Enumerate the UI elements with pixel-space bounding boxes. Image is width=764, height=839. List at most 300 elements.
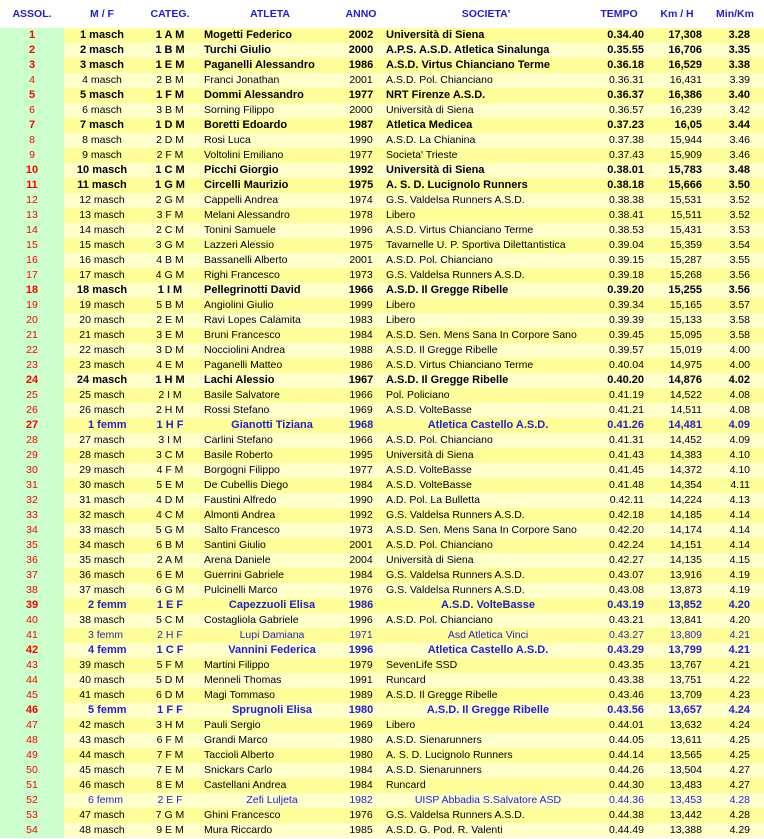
cell-club: G.S. Valdelsa Runners A.S.D.: [382, 268, 590, 283]
cell-year: 1996: [340, 223, 382, 238]
cell-time: 0.41.26: [590, 418, 648, 433]
cell-time: 0.41.19: [590, 388, 648, 403]
cell-club: A.S.D. VolteBasse: [382, 403, 590, 418]
cell-time: 0.38.38: [590, 193, 648, 208]
cell-gender-rank: 3 masch: [64, 58, 140, 73]
cell-year: 1999: [340, 298, 382, 313]
cell-club: A.S.D. Pol. Chianciano: [382, 613, 590, 628]
table-row: [0, 658, 764, 673]
cell-athlete: Faustini Alfredo: [200, 493, 340, 508]
table-row: [0, 328, 764, 343]
cell-year: 1991: [340, 673, 382, 688]
cell-pace: 4.15: [706, 553, 764, 568]
cell-gender-rank: 16 masch: [64, 253, 140, 268]
cell-category: 7 F M: [140, 748, 200, 763]
cell-category: 5 C M: [140, 613, 200, 628]
cell-year: 1967: [340, 373, 382, 388]
cell-category: 3 E M: [140, 328, 200, 343]
cell-category: 3 C M: [140, 448, 200, 463]
table-row: [0, 388, 764, 403]
cell-club: A.S.D. Sienarunners: [382, 763, 590, 778]
cell-position: 20: [0, 313, 64, 328]
cell-speed: 16,386: [648, 88, 706, 103]
table-row: [0, 703, 764, 718]
cell-athlete: Melani Alessandro: [200, 208, 340, 223]
cell-year: 2000: [340, 43, 382, 58]
cell-pace: 3.58: [706, 328, 764, 343]
cell-speed: 14,224: [648, 493, 706, 508]
cell-gender-rank: 18 masch: [64, 283, 140, 298]
cell-club: Runcard: [382, 778, 590, 793]
cell-club: A.S.D. La Chianina: [382, 133, 590, 148]
cell-club: Università di Siena: [382, 28, 590, 43]
table-row: [0, 58, 764, 73]
cell-pace: 4.14: [706, 508, 764, 523]
table-row: [0, 343, 764, 358]
cell-category: 1 E F: [140, 598, 200, 613]
cell-category: 5 E M: [140, 478, 200, 493]
cell-speed: 15,165: [648, 298, 706, 313]
cell-pace: 4.10: [706, 463, 764, 478]
cell-gender-rank: 29 masch: [64, 463, 140, 478]
cell-speed: 15,019: [648, 343, 706, 358]
cell-club: Atletica Castello A.S.D.: [382, 643, 590, 658]
cell-athlete: Mura Riccardo: [200, 823, 340, 838]
cell-time: 0.37.43: [590, 148, 648, 163]
cell-athlete: Lachi Alessio: [200, 373, 340, 388]
table-row: [0, 778, 764, 793]
cell-year: 1990: [340, 133, 382, 148]
cell-category: 3 D M: [140, 343, 200, 358]
cell-speed: 13,483: [648, 778, 706, 793]
cell-club: A.S.D. Sen. Mens Sana In Corpore Sano: [382, 523, 590, 538]
cell-category: 4 E M: [140, 358, 200, 373]
cell-athlete: Ravi Lopes Calamita: [200, 313, 340, 328]
cell-time: 0.43.38: [590, 673, 648, 688]
table-row: [0, 193, 764, 208]
cell-speed: 16,529: [648, 58, 706, 73]
cell-athlete: Magi Tommaso: [200, 688, 340, 703]
table-row: [0, 73, 764, 88]
cell-pace: 4.28: [706, 808, 764, 823]
cell-gender-rank: 37 masch: [64, 583, 140, 598]
cell-pace: 4.27: [706, 763, 764, 778]
cell-time: 0.43.46: [590, 688, 648, 703]
cell-position: 30: [0, 463, 64, 478]
cell-speed: 14,481: [648, 418, 706, 433]
cell-pace: 4.24: [706, 718, 764, 733]
cell-time: 0.39.45: [590, 328, 648, 343]
cell-year: 1990: [340, 493, 382, 508]
cell-athlete: Bassanelli Alberto: [200, 253, 340, 268]
cell-category: 4 F M: [140, 463, 200, 478]
cell-gender-rank: 23 masch: [64, 358, 140, 373]
cell-athlete: Mogetti Federico: [200, 28, 340, 43]
cell-athlete: Franci Jonathan: [200, 73, 340, 88]
cell-pace: 3.56: [706, 268, 764, 283]
table-row: [0, 793, 764, 808]
table-row: [0, 448, 764, 463]
cell-club: G.S. Valdelsa Runners A.S.D.: [382, 193, 590, 208]
cell-position: 29: [0, 448, 64, 463]
cell-pace: 4.08: [706, 403, 764, 418]
cell-club: Asd Atletica Vinci: [382, 628, 590, 643]
cell-speed: 13,799: [648, 643, 706, 658]
cell-athlete: Circelli Maurizio: [200, 178, 340, 193]
table-row: [0, 748, 764, 763]
cell-athlete: Almonti Andrea: [200, 508, 340, 523]
cell-gender-rank: 33 masch: [64, 523, 140, 538]
cell-speed: 16,05: [648, 118, 706, 133]
table-row: [0, 688, 764, 703]
cell-pace: 4.25: [706, 748, 764, 763]
cell-athlete: Paganelli Alessandro: [200, 58, 340, 73]
cell-pace: 4.27: [706, 778, 764, 793]
cell-pace: 3.52: [706, 193, 764, 208]
cell-athlete: Snickars Carlo: [200, 763, 340, 778]
cell-time: 0.36.57: [590, 103, 648, 118]
table-row: [0, 283, 764, 298]
cell-club: UISP Abbadia S.Salvatore ASD: [382, 793, 590, 808]
cell-athlete: Boretti Edoardo: [200, 118, 340, 133]
cell-athlete: Castellani Andrea: [200, 778, 340, 793]
cell-athlete: Vannini Federica: [200, 643, 340, 658]
cell-speed: 13,657: [648, 703, 706, 718]
cell-gender-rank: 38 masch: [64, 613, 140, 628]
cell-position: 24: [0, 373, 64, 388]
cell-club: A.S.D. Sen. Mens Sana In Corpore Sano: [382, 328, 590, 343]
cell-year: 1986: [340, 598, 382, 613]
cell-gender-rank: 11 masch: [64, 178, 140, 193]
cell-category: 7 G M: [140, 808, 200, 823]
cell-position: 8: [0, 133, 64, 148]
cell-athlete: Bruni Francesco: [200, 328, 340, 343]
cell-year: 1966: [340, 433, 382, 448]
cell-time: 0.39.18: [590, 268, 648, 283]
cell-gender-rank: 4 masch: [64, 73, 140, 88]
cell-athlete: Picchi Giorgio: [200, 163, 340, 178]
cell-gender-rank: 35 masch: [64, 553, 140, 568]
cell-year: 2001: [340, 73, 382, 88]
cell-athlete: Salto Francesco: [200, 523, 340, 538]
cell-club: Università di Siena: [382, 448, 590, 463]
cell-pace: 4.09: [706, 418, 764, 433]
cell-speed: 14,975: [648, 358, 706, 373]
cell-athlete: Sprugnoli Elisa: [200, 703, 340, 718]
cell-position: 49: [0, 748, 64, 763]
cell-club: A.S.D. Pol. Chianciano: [382, 73, 590, 88]
cell-category: 4 B M: [140, 253, 200, 268]
cell-time: 0.42.24: [590, 538, 648, 553]
cell-year: 1988: [340, 343, 382, 358]
cell-category: 1 F M: [140, 88, 200, 103]
cell-pace: 4.10: [706, 448, 764, 463]
cell-time: 0.43.35: [590, 658, 648, 673]
cell-year: 1980: [340, 733, 382, 748]
cell-gender-rank: 8 masch: [64, 133, 140, 148]
cell-gender-rank: 21 masch: [64, 328, 140, 343]
cell-category: 4 D M: [140, 493, 200, 508]
cell-category: 8 E M: [140, 778, 200, 793]
cell-position: 23: [0, 358, 64, 373]
cell-position: 53: [0, 808, 64, 823]
cell-year: 1969: [340, 718, 382, 733]
cell-time: 0.34.40: [590, 28, 648, 43]
cell-speed: 14,174: [648, 523, 706, 538]
cell-speed: 16,706: [648, 43, 706, 58]
cell-athlete: Menneli Thomas: [200, 673, 340, 688]
cell-position: 21: [0, 328, 64, 343]
cell-category: 2 I M: [140, 388, 200, 403]
cell-position: 10: [0, 163, 64, 178]
cell-pace: 4.28: [706, 793, 764, 808]
cell-time: 0.38.41: [590, 208, 648, 223]
cell-position: 37: [0, 568, 64, 583]
cell-gender-rank: 28 masch: [64, 448, 140, 463]
cell-pace: 4.19: [706, 583, 764, 598]
table-row: [0, 673, 764, 688]
cell-athlete: Rossi Stefano: [200, 403, 340, 418]
cell-athlete: Santini Giulio: [200, 538, 340, 553]
cell-category: 3 G M: [140, 238, 200, 253]
cell-year: 2000: [340, 103, 382, 118]
table-row: [0, 28, 764, 43]
cell-time: 0.40.04: [590, 358, 648, 373]
cell-category: 1 I M: [140, 283, 200, 298]
cell-speed: 13,442: [648, 808, 706, 823]
cell-speed: 15,783: [648, 163, 706, 178]
cell-category: 1 A M: [140, 28, 200, 43]
table-row: [0, 628, 764, 643]
cell-club: A.S.D. Virtus Chianciano Terme: [382, 223, 590, 238]
cell-time: 0.39.15: [590, 253, 648, 268]
cell-athlete: Gianotti Tiziana: [200, 418, 340, 433]
cell-pace: 4.14: [706, 538, 764, 553]
cell-club: Libero: [382, 208, 590, 223]
cell-time: 0.36.31: [590, 73, 648, 88]
cell-gender-rank: 45 masch: [64, 763, 140, 778]
table-row: [0, 433, 764, 448]
cell-club: A.S.D. Il Gregge Ribelle: [382, 703, 590, 718]
cell-year: 1976: [340, 808, 382, 823]
cell-pace: 3.40: [706, 88, 764, 103]
cell-athlete: Turchi Giulio: [200, 43, 340, 58]
cell-gender-rank: 17 masch: [64, 268, 140, 283]
cell-time: 0.38.01: [590, 163, 648, 178]
cell-category: 2 B M: [140, 73, 200, 88]
cell-club: A.S.D. Virtus Chianciano Terme: [382, 358, 590, 373]
cell-gender-rank: 5 femm: [64, 703, 140, 718]
cell-speed: 15,268: [648, 268, 706, 283]
cell-club: A.S.D. Il Gregge Ribelle: [382, 283, 590, 298]
cell-club: A.S.D. Pol. Chianciano: [382, 433, 590, 448]
cell-category: 2 E F: [140, 793, 200, 808]
cell-gender-rank: 34 masch: [64, 538, 140, 553]
cell-pace: 4.25: [706, 733, 764, 748]
cell-position: 32: [0, 493, 64, 508]
cell-speed: 13,751: [648, 673, 706, 688]
cell-gender-rank: 9 masch: [64, 148, 140, 163]
cell-position: 36: [0, 553, 64, 568]
cell-time: 0.43.27: [590, 628, 648, 643]
col-header-mf: M / F: [64, 0, 140, 28]
cell-position: 16: [0, 253, 64, 268]
cell-year: 1977: [340, 148, 382, 163]
col-header-societa: SOCIETA': [382, 0, 590, 28]
cell-position: 52: [0, 793, 64, 808]
col-header-anno: ANNO: [340, 0, 382, 28]
cell-time: 0.44.14: [590, 748, 648, 763]
cell-time: 0.44.26: [590, 763, 648, 778]
cell-speed: 14,511: [648, 403, 706, 418]
cell-speed: 13,841: [648, 613, 706, 628]
cell-athlete: Zefi Luljeta: [200, 793, 340, 808]
cell-pace: 4.20: [706, 598, 764, 613]
col-header-assol: ASSOL.: [0, 0, 64, 28]
cell-pace: 4.21: [706, 658, 764, 673]
table-row: [0, 118, 764, 133]
cell-time: 0.39.20: [590, 283, 648, 298]
cell-pace: 3.58: [706, 313, 764, 328]
cell-category: 1 F F: [140, 703, 200, 718]
cell-club: A.D. Pol. La Bulletta: [382, 493, 590, 508]
cell-athlete: Taccioli Alberto: [200, 748, 340, 763]
cell-category: 2 G M: [140, 193, 200, 208]
cell-speed: 13,852: [648, 598, 706, 613]
cell-gender-rank: 39 masch: [64, 658, 140, 673]
cell-club: Atletica Castello A.S.D.: [382, 418, 590, 433]
cell-gender-rank: 6 masch: [64, 103, 140, 118]
table-row: [0, 418, 764, 433]
cell-pace: 4.13: [706, 493, 764, 508]
cell-position: 40: [0, 613, 64, 628]
cell-pace: 3.44: [706, 118, 764, 133]
cell-position: 48: [0, 733, 64, 748]
table-row: [0, 478, 764, 493]
cell-gender-rank: 1 masch: [64, 28, 140, 43]
cell-category: 3 F M: [140, 208, 200, 223]
table-row: [0, 463, 764, 478]
cell-athlete: Capezzuoli Elisa: [200, 598, 340, 613]
col-header-atleta: ATLETA: [200, 0, 340, 28]
cell-speed: 15,255: [648, 283, 706, 298]
cell-category: 6 F M: [140, 733, 200, 748]
table-row: [0, 823, 764, 838]
cell-year: 1992: [340, 508, 382, 523]
cell-position: 9: [0, 148, 64, 163]
cell-gender-rank: 7 masch: [64, 118, 140, 133]
cell-pace: 4.21: [706, 643, 764, 658]
cell-time: 0.44.38: [590, 808, 648, 823]
cell-athlete: Cappelli Andrea: [200, 193, 340, 208]
cell-club: Atletica Medicea: [382, 118, 590, 133]
cell-pace: 3.48: [706, 163, 764, 178]
cell-pace: 3.39: [706, 73, 764, 88]
cell-position: 47: [0, 718, 64, 733]
cell-time: 0.41.43: [590, 448, 648, 463]
cell-gender-rank: 1 femm: [64, 418, 140, 433]
results-body: [0, 28, 764, 838]
cell-club: A.S.D. Sienarunners: [382, 733, 590, 748]
cell-position: 2: [0, 43, 64, 58]
cell-gender-rank: 27 masch: [64, 433, 140, 448]
table-row: [0, 208, 764, 223]
cell-speed: 13,709: [648, 688, 706, 703]
cell-year: 1995: [340, 448, 382, 463]
cell-time: 0.36.37: [590, 88, 648, 103]
cell-athlete: Carlini Stefano: [200, 433, 340, 448]
cell-position: 41: [0, 628, 64, 643]
cell-pace: 3.54: [706, 238, 764, 253]
cell-club: G.S. Valdelsa Runners A.S.D.: [382, 568, 590, 583]
cell-position: 31: [0, 478, 64, 493]
cell-gender-rank: 20 masch: [64, 313, 140, 328]
cell-club: A. S. D. Lucignolo Runners: [382, 178, 590, 193]
cell-athlete: Ghini Francesco: [200, 808, 340, 823]
table-row: [0, 373, 764, 388]
cell-athlete: Angiolini Giulio: [200, 298, 340, 313]
cell-club: Libero: [382, 313, 590, 328]
cell-club: Tavarnelle U. P. Sportiva Dilettantistica: [382, 238, 590, 253]
cell-gender-rank: 22 masch: [64, 343, 140, 358]
cell-year: 1966: [340, 283, 382, 298]
cell-time: 0.39.04: [590, 238, 648, 253]
cell-position: 28: [0, 433, 64, 448]
cell-gender-rank: 2 femm: [64, 598, 140, 613]
cell-speed: 13,388: [648, 823, 706, 838]
cell-speed: 15,531: [648, 193, 706, 208]
cell-year: 1975: [340, 238, 382, 253]
cell-speed: 16,239: [648, 103, 706, 118]
cell-position: 14: [0, 223, 64, 238]
cell-category: 5 D M: [140, 673, 200, 688]
cell-pace: 4.21: [706, 628, 764, 643]
cell-pace: 3.52: [706, 208, 764, 223]
table-row: [0, 553, 764, 568]
table-row: [0, 358, 764, 373]
col-header-minkm: Min/Km: [706, 0, 764, 28]
cell-position: 18: [0, 283, 64, 298]
cell-position: 7: [0, 118, 64, 133]
cell-time: 0.44.01: [590, 718, 648, 733]
cell-speed: 14,522: [648, 388, 706, 403]
cell-position: 19: [0, 298, 64, 313]
cell-category: 3 I M: [140, 433, 200, 448]
cell-speed: 15,909: [648, 148, 706, 163]
cell-year: 1984: [340, 763, 382, 778]
cell-speed: 14,151: [648, 538, 706, 553]
table-row: [0, 298, 764, 313]
cell-pace: 3.38: [706, 58, 764, 73]
cell-category: 1 E M: [140, 58, 200, 73]
cell-year: 1968: [340, 418, 382, 433]
cell-category: 1 D M: [140, 118, 200, 133]
cell-speed: 17,308: [648, 28, 706, 43]
cell-time: 0.44.49: [590, 823, 648, 838]
cell-year: 1986: [340, 358, 382, 373]
cell-time: 0.43.08: [590, 583, 648, 598]
cell-year: 1986: [340, 58, 382, 73]
cell-category: 1 H M: [140, 373, 200, 388]
cell-gender-rank: 48 masch: [64, 823, 140, 838]
cell-club: G.S. Valdelsa Runners A.S.D.: [382, 583, 590, 598]
cell-year: 1973: [340, 523, 382, 538]
table-row: [0, 568, 764, 583]
cell-athlete: Tonini Samuele: [200, 223, 340, 238]
cell-speed: 13,632: [648, 718, 706, 733]
cell-pace: 4.24: [706, 703, 764, 718]
cell-club: Università di Siena: [382, 553, 590, 568]
